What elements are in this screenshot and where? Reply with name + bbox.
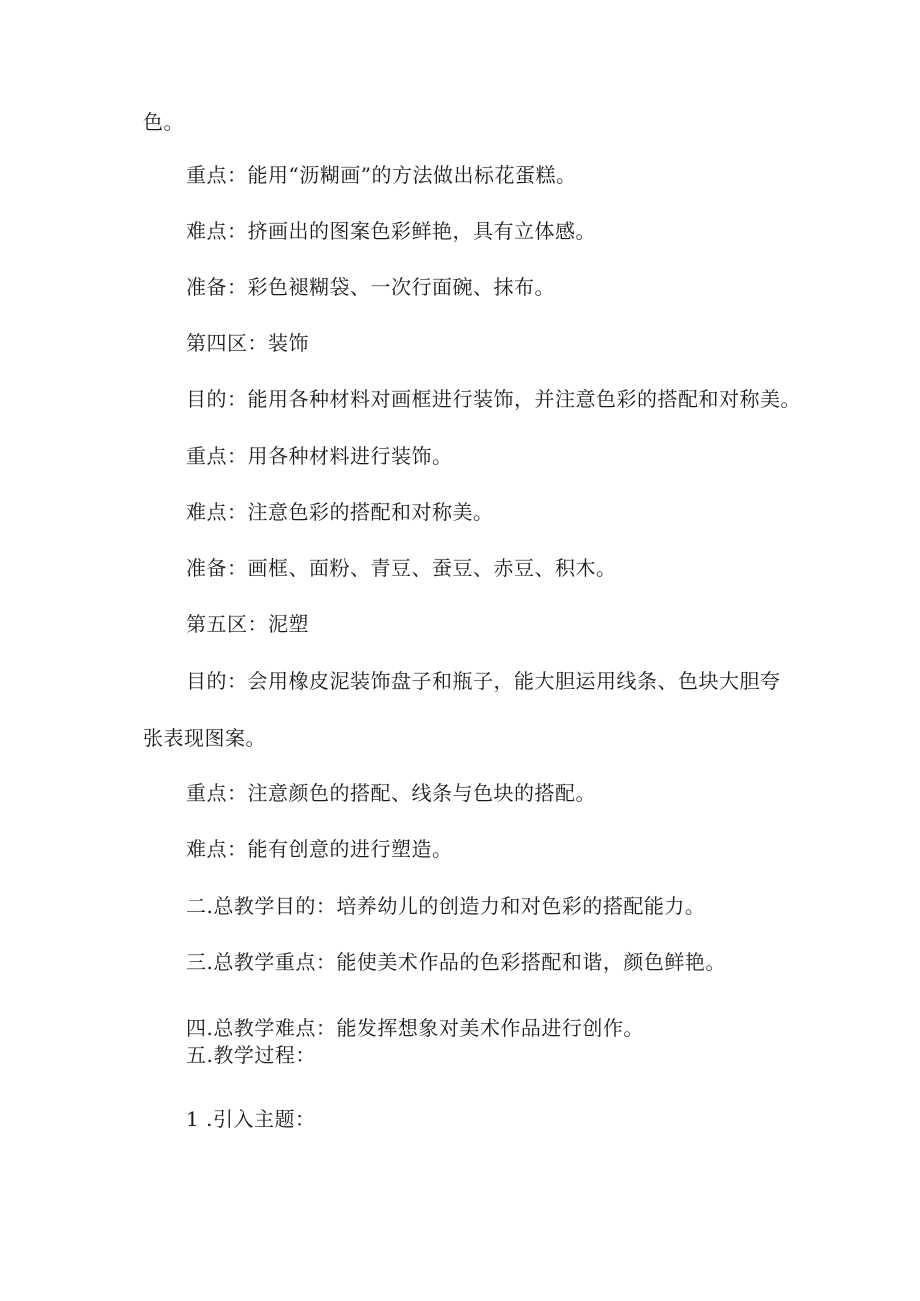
text-line: 难点：能有创意的进行塑造。 — [186, 837, 453, 861]
list-item: 1 .引入主题： — [186, 1107, 316, 1131]
text-line: 目的：能用各种材料对画框进行装饰，并注意色彩的搭配和对称美。 — [186, 387, 801, 411]
section-heading: 五.教学过程： — [186, 1043, 316, 1067]
text-line: 色。 — [143, 110, 184, 134]
text-line: 二.总教学目的：培养幼儿的创造力和对色彩的搭配能力。 — [186, 894, 706, 918]
text-line: 难点：挤画出的图案色彩鲜艳，具有立体感。 — [186, 219, 596, 243]
text-line: 重点：用各种材料进行装饰。 — [186, 444, 453, 468]
text-line: 难点：注意色彩的搭配和对称美。 — [186, 500, 494, 524]
text-line: 三.总教学重点：能使美术作品的色彩搭配和谐，颜色鲜艳。 — [186, 950, 726, 974]
section-heading: 第四区：装饰 — [186, 331, 309, 355]
text-line: 准备：彩色褪糊袋、一次行面碗、抹布。 — [186, 275, 555, 299]
text-line: 准备：画框、面粉、青豆、蚕豆、赤豆、积木。 — [186, 556, 617, 580]
text-line: 四.总教学难点：能发挥想象对美术作品进行创作。 — [186, 1016, 644, 1040]
text-line: 重点：注意颜色的搭配、线条与色块的搭配。 — [186, 781, 596, 805]
section-heading: 第五区：泥塑 — [186, 612, 309, 636]
text-line: 目的：会用橡皮泥装饰盘子和瓶子，能大胆运用线条、色块大胆夸 — [186, 669, 781, 693]
text-line: 重点：能用“沥糊画”的方法做出标花蛋糕。 — [186, 163, 577, 187]
text-line: 张表现图案。 — [143, 726, 266, 750]
